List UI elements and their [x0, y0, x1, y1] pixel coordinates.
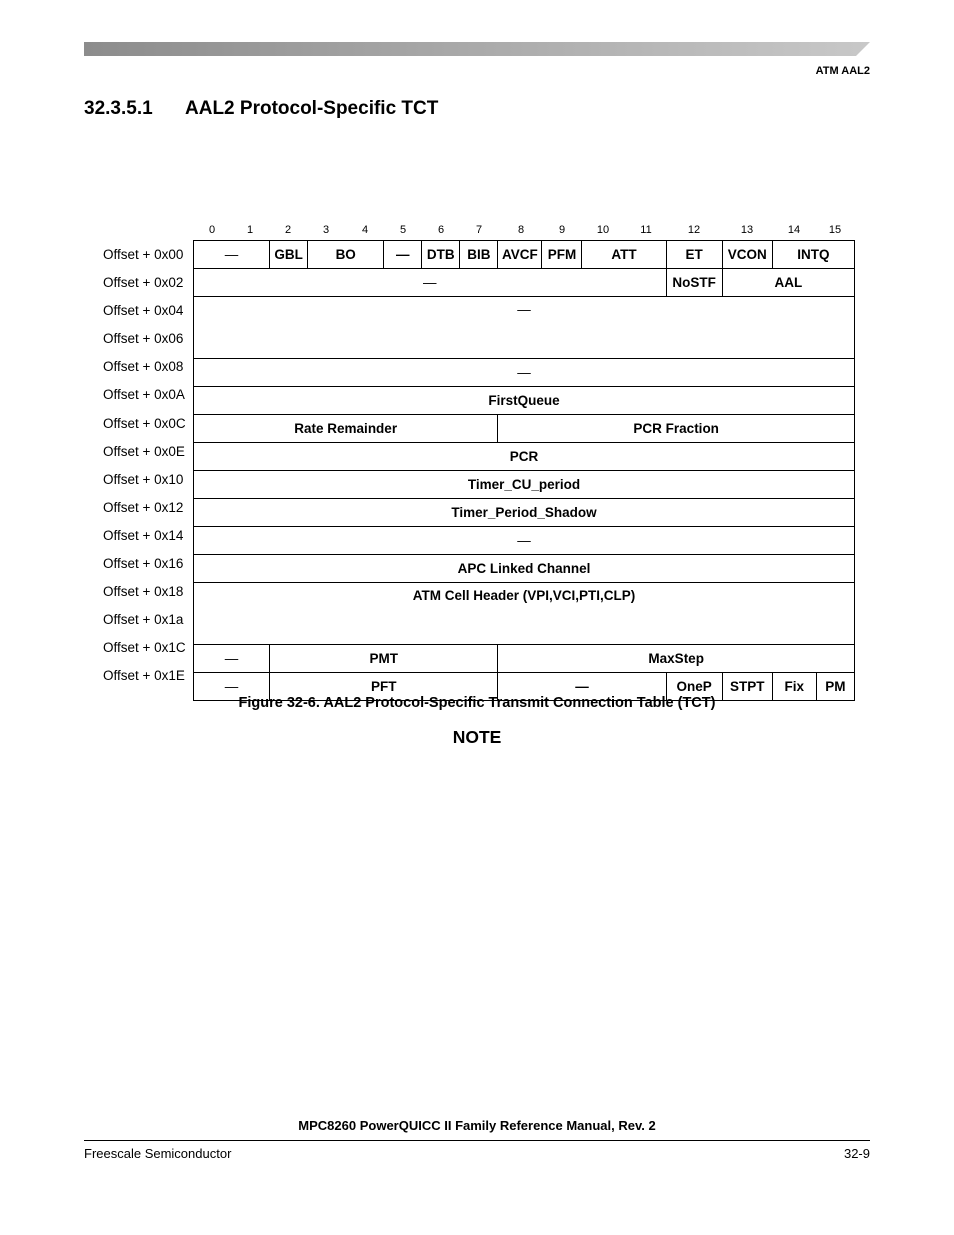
table-cell: NoSTF	[666, 269, 722, 297]
table-cell: PFT	[270, 673, 498, 701]
table-row	[194, 359, 855, 387]
bit-label: 8	[517, 224, 525, 236]
bit-label: 6	[437, 224, 445, 236]
offset-label: Offset + 0x0A	[103, 387, 185, 402]
section-number: 32.3.5.1	[84, 98, 153, 119]
table-cell: AVCF	[498, 241, 542, 269]
offset-label: Offset + 0x04	[103, 303, 184, 318]
offset-label: Offset + 0x0C	[103, 416, 186, 431]
bit-label: 13	[740, 224, 754, 236]
table-row	[194, 269, 855, 297]
table-cell: PFM	[542, 241, 582, 269]
bit-label: 7	[475, 224, 483, 236]
bit-label: 4	[361, 224, 369, 236]
table-cell: PCR Fraction	[498, 415, 855, 443]
table-cell: DTB	[422, 241, 460, 269]
footer-manual-title: MPC8260 PowerQUICC II Family Reference Manual, Rev. 2	[298, 1118, 656, 1133]
bit-number-row	[0, 224, 954, 238]
table-cell: —	[194, 269, 667, 297]
table-cell: PMT	[270, 645, 498, 673]
table-cell: Timer_Period_Shadow	[194, 499, 855, 527]
offset-label: Offset + 0x16	[103, 556, 184, 571]
table-cell: PM	[816, 673, 854, 701]
table-cell: ET	[666, 241, 722, 269]
bit-label: 3	[322, 224, 330, 236]
offset-label: Offset + 0x02	[103, 275, 184, 290]
offset-label: Offset + 0x1E	[103, 668, 185, 683]
offset-label: Offset + 0x12	[103, 500, 184, 515]
table-cell: ATM Cell Header (VPI,VCI,PTI,CLP)	[194, 583, 855, 645]
bit-label: 1	[246, 224, 254, 236]
table-row	[194, 471, 855, 499]
table-row	[194, 241, 855, 269]
table-cell: PCR	[194, 443, 855, 471]
offset-label: Offset + 0x06	[103, 331, 184, 346]
table-row	[194, 415, 855, 443]
bit-label: 12	[687, 224, 701, 236]
bit-label: 0	[208, 224, 216, 236]
table-row	[194, 387, 855, 415]
offset-label: Offset + 0x14	[103, 528, 184, 543]
note-heading: NOTE	[452, 727, 502, 747]
offset-label: Offset + 0x1C	[103, 640, 186, 655]
table-cell: OneP	[666, 673, 722, 701]
running-header: ATM AAL2	[815, 65, 870, 77]
table-cell: —	[194, 645, 270, 673]
table-cell: INTQ	[772, 241, 854, 269]
bit-label: 10	[596, 224, 610, 236]
tct-register-table	[193, 240, 855, 701]
footer-divider	[84, 1140, 870, 1141]
table-cell: AAL	[722, 269, 854, 297]
header-bar	[84, 42, 870, 56]
table-cell: Rate Remainder	[194, 415, 498, 443]
table-cell: VCON	[722, 241, 772, 269]
table-cell: BIB	[460, 241, 498, 269]
footer-page-number: 32-9	[843, 1146, 870, 1161]
bit-label: 15	[828, 224, 842, 236]
table-row	[194, 645, 855, 673]
table-cell: FirstQueue	[194, 387, 855, 415]
section-title-text: AAL2 Protocol-Specific TCT	[185, 98, 439, 119]
bit-label: 14	[787, 224, 801, 236]
table-cell: —	[194, 241, 270, 269]
table-cell: —	[194, 297, 855, 359]
offset-label: Offset + 0x18	[103, 584, 184, 599]
table-cell: GBL	[270, 241, 308, 269]
table-cell: —	[194, 527, 855, 555]
table-row	[194, 499, 855, 527]
table-row	[194, 527, 855, 555]
section-heading	[84, 98, 438, 120]
table-cell: —	[498, 673, 666, 701]
figure-caption: Figure 32-6. AAL2 Protocol-Specific Transmit Connection Table (TCT)	[238, 695, 716, 711]
table-cell: BO	[308, 241, 384, 269]
table-cell: ATT	[582, 241, 666, 269]
bit-label: 11	[640, 224, 652, 236]
footer-company: Freescale Semiconductor	[84, 1146, 232, 1161]
table-cell: Fix	[772, 673, 816, 701]
table-row	[194, 443, 855, 471]
offset-label: Offset + 0x1a	[103, 612, 184, 627]
table-row	[194, 555, 855, 583]
offset-label: Offset + 0x08	[103, 359, 184, 374]
table-cell: STPT	[722, 673, 772, 701]
offset-label: Offset + 0x00	[103, 247, 184, 262]
bit-label: 5	[399, 224, 407, 236]
table-cell: —	[384, 241, 422, 269]
table-cell: MaxStep	[498, 645, 855, 673]
table-cell: Timer_CU_period	[194, 471, 855, 499]
bit-label: 2	[284, 224, 292, 236]
offset-label: Offset + 0x10	[103, 472, 184, 487]
table-cell: —	[194, 673, 270, 701]
table-cell: —	[194, 359, 855, 387]
offset-label: Offset + 0x0E	[103, 444, 185, 459]
bit-label: 9	[558, 224, 566, 236]
table-cell: APC Linked Channel	[194, 555, 855, 583]
